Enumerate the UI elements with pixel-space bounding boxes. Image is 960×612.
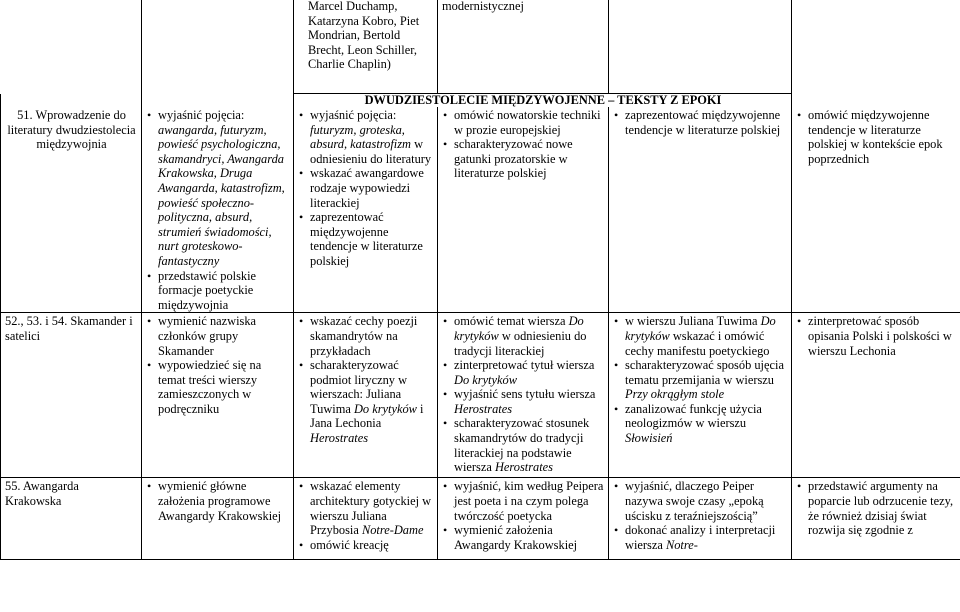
- table-cell: [609, 478, 792, 560]
- list-item: • wskazać awangardowe rodzaje wypowiedzi literackiej: [298, 166, 434, 210]
- list-item: • wyjaśnić pojęcia: awangarda, futuryzm, powieść psychologiczna, skamandryci, Awangarda Krakowska, Druga Awangarda, katastrofizm, powieść społeczno-polityczna, absurd, strumień świadomości, nurt groteskowo-fantastyczny: [146, 108, 290, 269]
- empty-cell: [1, 0, 142, 94]
- table-row: [1, 478, 960, 560]
- table-cell: [294, 478, 438, 560]
- empty-cell: [792, 0, 960, 94]
- empty-cell: [1, 94, 142, 108]
- table-cell: [142, 313, 294, 478]
- list-item: • scharakteryzować stosunek skamandrytów do tradycji literackiej na podstawie wiersza Herostrates: [442, 416, 605, 474]
- list-item: • wyjaśnić, dlaczego Peiper nazywa swoje czasy „epoką uścisku z teraźniejszością”: [613, 479, 788, 523]
- list-item: • wskazać cechy poezji skamandrytów na przykładach: [298, 314, 434, 358]
- list-item: • zaprezentować międzywojenne tendencje w literaturze polskiej: [298, 210, 434, 268]
- table-cell: [792, 313, 960, 478]
- lesson-topic: 52., 53. i 54. Skamander i satelici: [5, 314, 133, 343]
- table-cell: [792, 107, 960, 313]
- list-item: • omówić kreację: [298, 538, 434, 553]
- table-row: [1, 0, 960, 94]
- table-cell: [438, 107, 609, 313]
- table-cell: [438, 313, 609, 478]
- lesson-topic-cell: [1, 313, 142, 478]
- table-cell: [142, 478, 294, 560]
- lesson-topic-cell: [1, 478, 142, 560]
- section-header: DWUDZIESTOLECIE MIĘDZYWOJENNE – TEKSTY Z EPOKI: [294, 94, 792, 108]
- empty-cell: [792, 94, 960, 108]
- list-item: • zanalizować funkcję użycia neologizmów w wierszu Słowisień: [613, 402, 788, 446]
- lesson-topic-cell: [1, 107, 142, 313]
- list-item: • wyjaśnić, kim według Peipera jest poeta i na czym polega twórczość poetycka: [442, 479, 605, 523]
- list-item: • wyjaśnić sens tytułu wiersza Herostrates: [442, 387, 605, 416]
- list-item: • wymienić założenia Awangardy Krakowskiej: [442, 523, 605, 552]
- list-item: • scharakteryzować podmiot liryczny w wierszach: Juliana Tuwima Do krytyków i Jana Lechonia Herostrates: [298, 358, 434, 446]
- list-item: • w wierszu Juliana Tuwima Do krytyków wskazać i omówić cechy manifestu poetyckiego: [613, 314, 788, 358]
- list-item: • wyjaśnić pojęcia: futuryzm, groteska, absurd, katastrofizm w odniesieniu do literatury: [298, 108, 434, 166]
- list-item: • omówić temat wiersza Do krytyków w odniesieniu do tradycji literackiej: [442, 314, 605, 358]
- authors-text: Marcel Duchamp, Katarzyna Kobro, Piet Mondrian, Bertold Brecht, Leon Schiller, Charlie Chaplin): [308, 0, 420, 72]
- list-item: • wypowiedzieć się na temat treści wierszy zamieszczonych w podręczniku: [146, 358, 290, 416]
- empty-cell: [609, 0, 792, 94]
- table-cell: [438, 478, 609, 560]
- table-cell: [792, 478, 960, 560]
- table-cell: [438, 0, 609, 94]
- table-row: [1, 313, 960, 478]
- table-row: [1, 107, 960, 313]
- list-item: • scharakteryzować nowe gatunki prozatorskie w literaturze polskiej: [442, 137, 605, 181]
- table-cell: [142, 107, 294, 313]
- table-cell: [294, 313, 438, 478]
- list-item: • przedstawić polskie formacje poetyckie międzywojnia: [146, 269, 290, 313]
- list-item: • wymienić nazwiska członków grupy Skamander: [146, 314, 290, 358]
- lesson-topic: 55. Awangarda Krakowska: [5, 479, 79, 508]
- table-cell: [294, 107, 438, 313]
- list-item: • wskazać elementy architektury gotyckiej w wierszu Juliana Przybosia Notre-Dame: [298, 479, 434, 537]
- list-item: • zaprezentować międzywojenne tendencje w literaturze polskiej: [613, 108, 788, 137]
- table-cell: [609, 107, 792, 313]
- list-item: • zinterpretować tytuł wiersza Do krytyków: [442, 358, 605, 387]
- list-item: • omówić nowatorskie techniki w prozie europejskiej: [442, 108, 605, 137]
- list-item: • wymienić główne założenia programowe Awangardy Krakowskiej: [146, 479, 290, 523]
- empty-cell: [142, 94, 294, 108]
- list-item: • scharakteryzować sposób ujęcia tematu przemijania w wierszu Przy okrągłym stole: [613, 358, 788, 402]
- list-item: • przedstawić argumenty na poparcie lub odrzucenie tezy, że również dzisiaj świat rozwija się zgodnie z: [796, 479, 958, 537]
- list-item: • omówić międzywojenne tendencje w literaturze polskiej w kontekście epok poprzednich: [796, 108, 958, 166]
- list-item: • dokonać analizy i interpretacji wiersza Notre-: [613, 523, 788, 552]
- lesson-topic: 51. Wprowadzenie do literatury dwudziestolecia międzywojnia: [7, 108, 136, 152]
- table-cell: [609, 313, 792, 478]
- section-header-row: [1, 94, 960, 108]
- list-item: • zinterpretować sposób opisania Polski i polskości w wierszu Lechonia: [796, 314, 958, 358]
- table-cell: [294, 0, 438, 94]
- modernist-text: modernistycznej: [442, 0, 524, 13]
- empty-cell: [142, 0, 294, 94]
